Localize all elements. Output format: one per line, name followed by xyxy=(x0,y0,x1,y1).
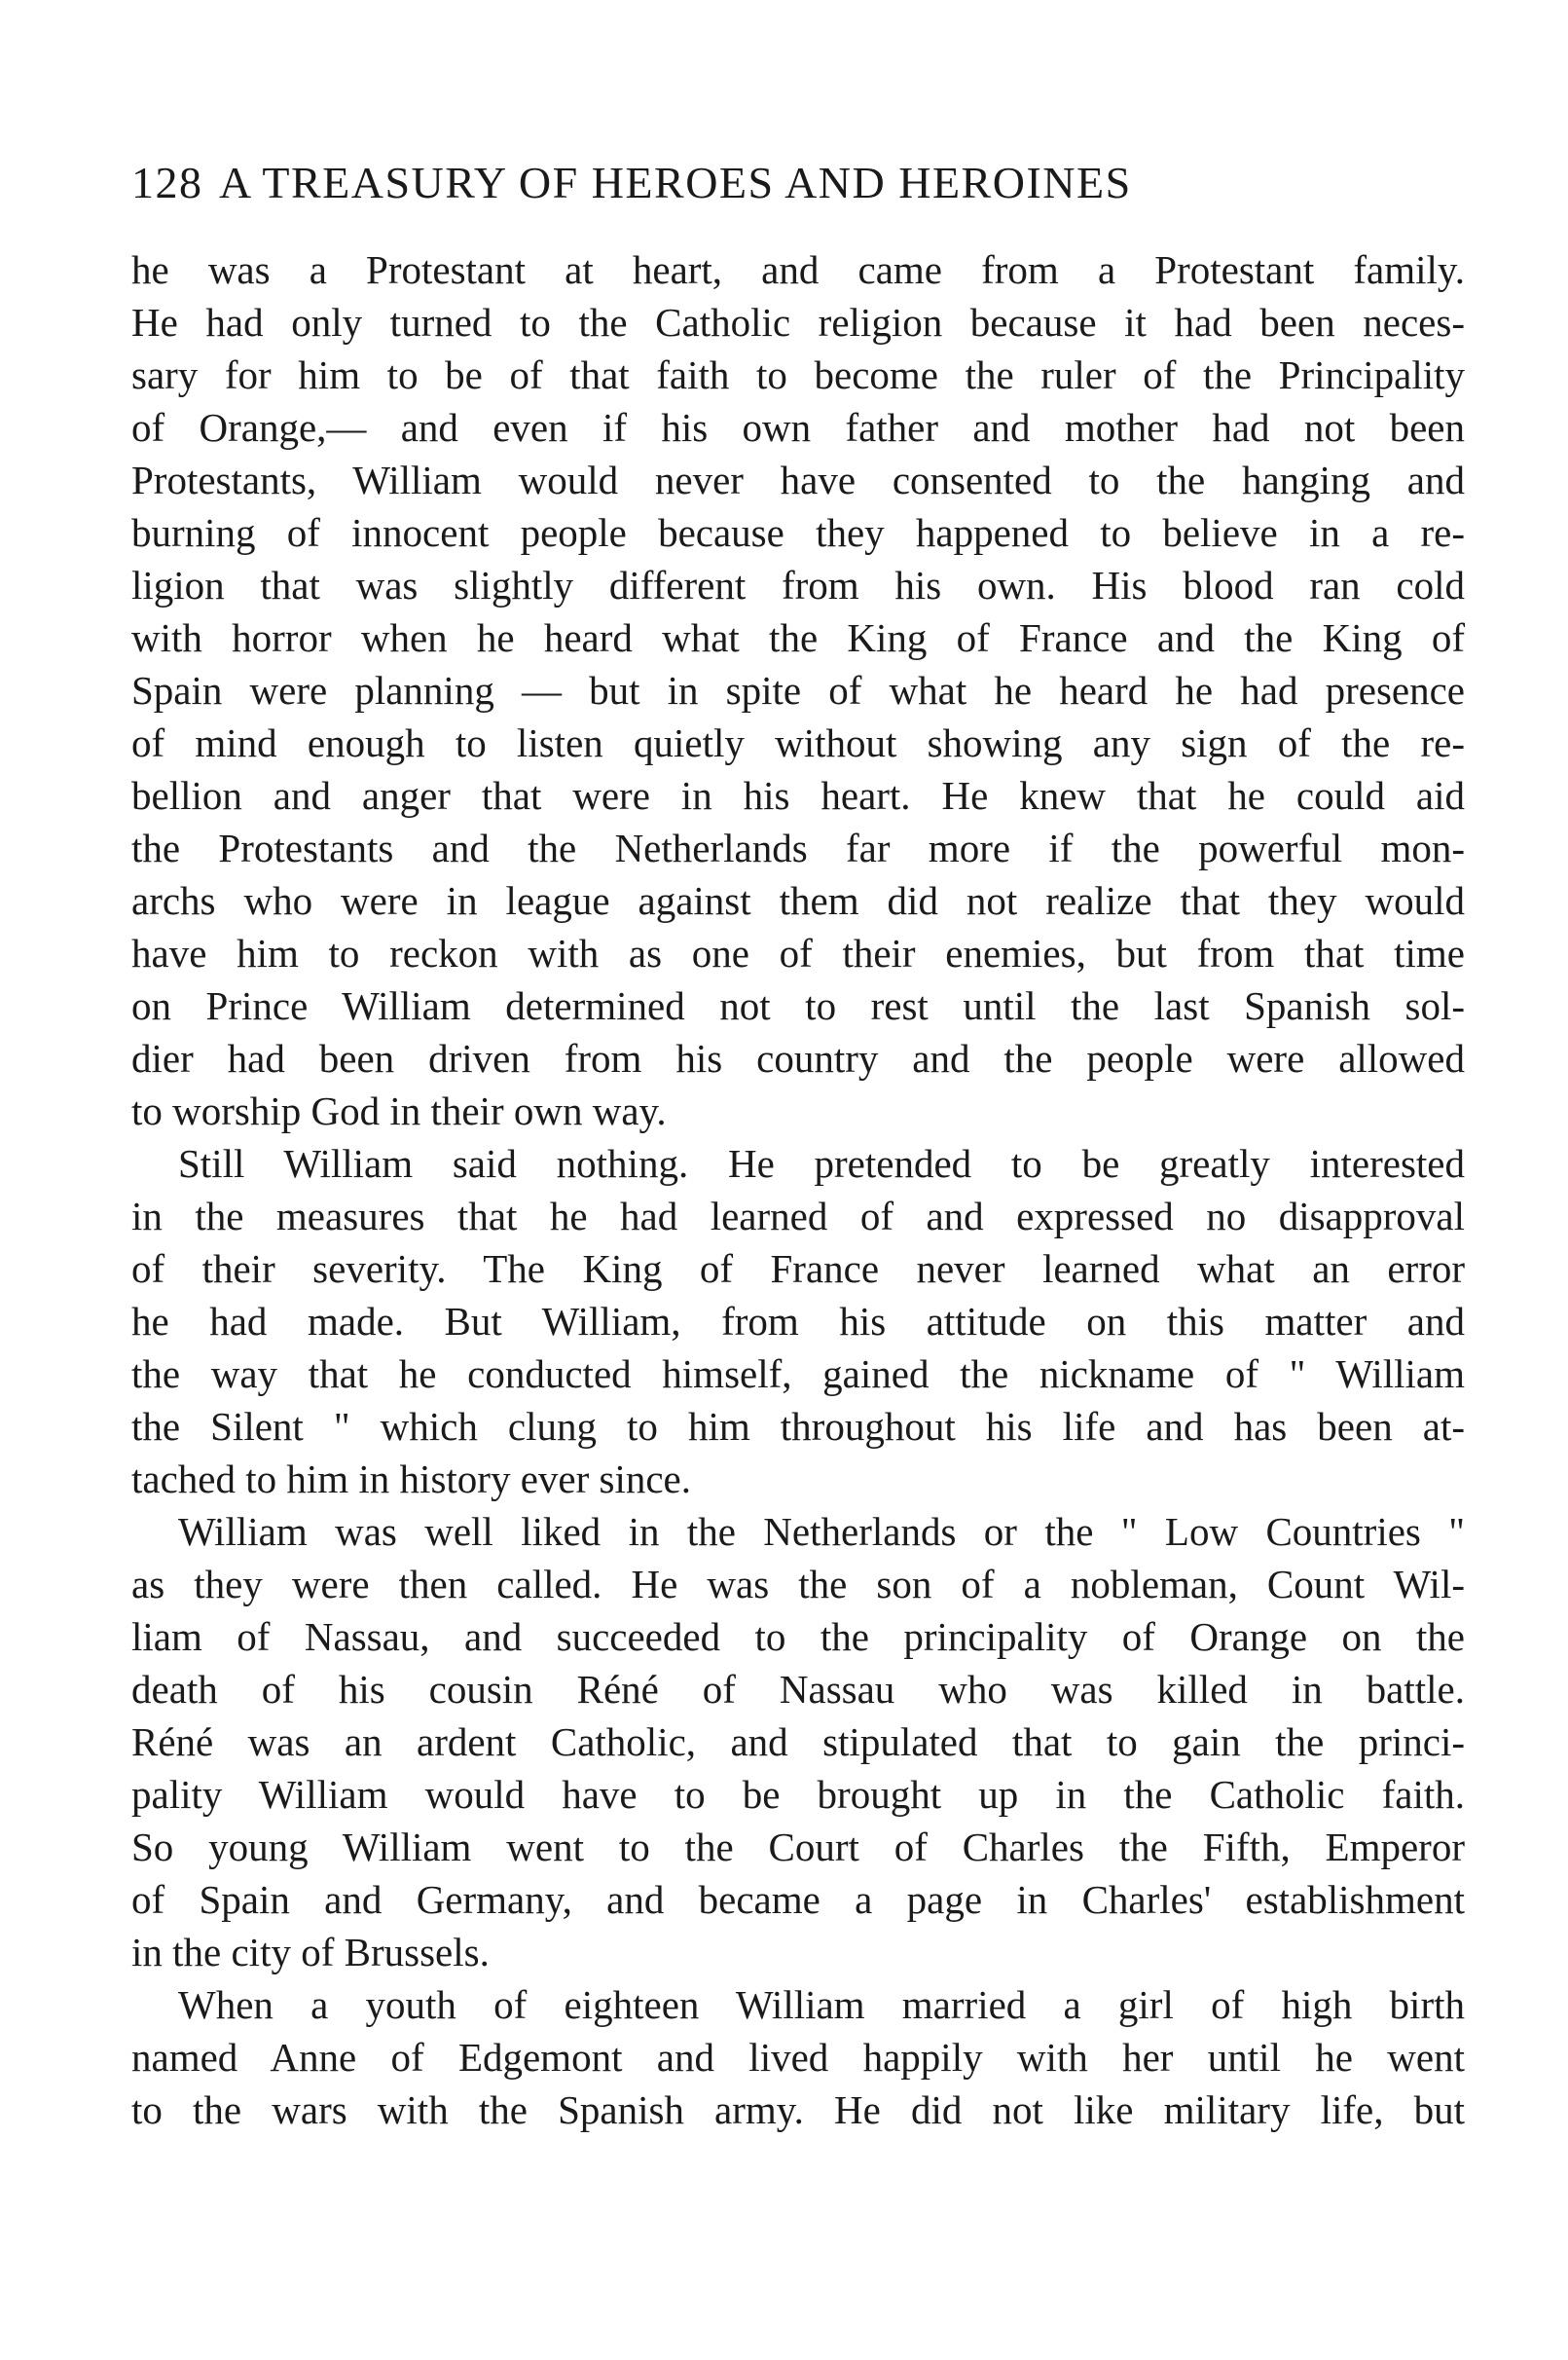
text-line: Réné was an ardent Catholic, and stipulated that to gain the princi- xyxy=(131,1719,1465,1764)
text-line: the Silent " which clung to him throughout his life and has been at- xyxy=(131,1404,1465,1449)
page-number: 128 xyxy=(131,158,203,207)
text-line: to the wars with the Spanish army. He did not like military life, but xyxy=(131,2087,1465,2132)
running-title: A TREASURY OF HEROES AND HEROINES xyxy=(219,158,1132,207)
paragraph xyxy=(131,243,1465,1137)
running-head xyxy=(131,154,1465,212)
text-line: he was a Protestant at heart, and came from a Protestant family. xyxy=(131,247,1465,292)
text-line: of mind enough to listen quietly without showing any sign of the re- xyxy=(131,720,1465,765)
text-line: archs who were in league against them did not realize that they would xyxy=(131,878,1465,923)
text-line: on Prince William determined not to rest until the last Spanish sol- xyxy=(131,983,1465,1028)
text-line: the way that he conducted himself, gained the nickname of " William xyxy=(131,1351,1465,1396)
paragraph xyxy=(131,1978,1465,2136)
text-line: When a youth of eighteen William married a girl of high birth xyxy=(178,1982,1465,2027)
text-line: of Spain and Germany, and became a page in Charles' establishment xyxy=(131,1877,1465,1922)
body-text xyxy=(131,243,1465,2136)
text-line: the Protestants and the Netherlands far more if the powerful mon- xyxy=(131,826,1465,870)
text-line: death of his cousin Réné of Nassau who was killed in battle. xyxy=(131,1667,1465,1712)
text-line: as they were then called. He was the son of a nobleman, Count Wil- xyxy=(131,1562,1465,1606)
text-line: liam of Nassau, and succeeded to the principality of Orange on the xyxy=(131,1614,1465,1659)
text-line: He had only turned to the Catholic religion because it had been neces- xyxy=(131,300,1465,345)
text-line: with horror when he heard what the King of France and the King of xyxy=(131,615,1465,660)
text-line: pality William would have to be brought up in the Catholic faith. xyxy=(131,1772,1465,1817)
text-line: Protestants, William would never have consented to the hanging and xyxy=(131,458,1465,502)
text-line: in the measures that he had learned of and expressed no disapproval xyxy=(131,1194,1465,1238)
text-line: bellion and anger that were in his heart. He knew that he could aid xyxy=(131,773,1465,818)
paragraph xyxy=(131,1137,1465,1505)
text-line: tached to him in history ever since. xyxy=(131,1457,691,1501)
text-line: burning of innocent people because they happened to believe in a re- xyxy=(131,510,1465,555)
text-line: in the city of Brussels. xyxy=(131,1930,490,1974)
text-line: to worship God in their own way. xyxy=(131,1088,667,1133)
text-line: Spain were planning — but in spite of what he heard he had presence xyxy=(131,668,1465,713)
text-line: of their severity. The King of France never learned what an error xyxy=(131,1246,1465,1291)
text-line: So young William went to the Court of Charles the Fifth, Emperor xyxy=(131,1825,1465,1869)
text-line: named Anne of Edgemont and lived happily with her until he went xyxy=(131,2035,1465,2080)
text-line: Still William said nothing. He pretended to be greatly interested xyxy=(178,1141,1465,1186)
text-line: he had made. But William, from his attitude on this matter and xyxy=(131,1299,1465,1344)
text-line: dier had been driven from his country and the people were allowed xyxy=(131,1036,1465,1081)
text-line: sary for him to be of that faith to become the ruler of the Principality xyxy=(131,352,1465,397)
text-line: William was well liked in the Netherlands or the " Low Countries " xyxy=(178,1509,1465,1554)
paragraph xyxy=(131,1505,1465,1978)
text-line: ligion that was slightly different from his own. His blood ran cold xyxy=(131,563,1465,608)
text-line: of Orange,— and even if his own father and mother had not been xyxy=(131,405,1465,450)
text-line: have him to reckon with as one of their enemies, but from that time xyxy=(131,931,1465,976)
